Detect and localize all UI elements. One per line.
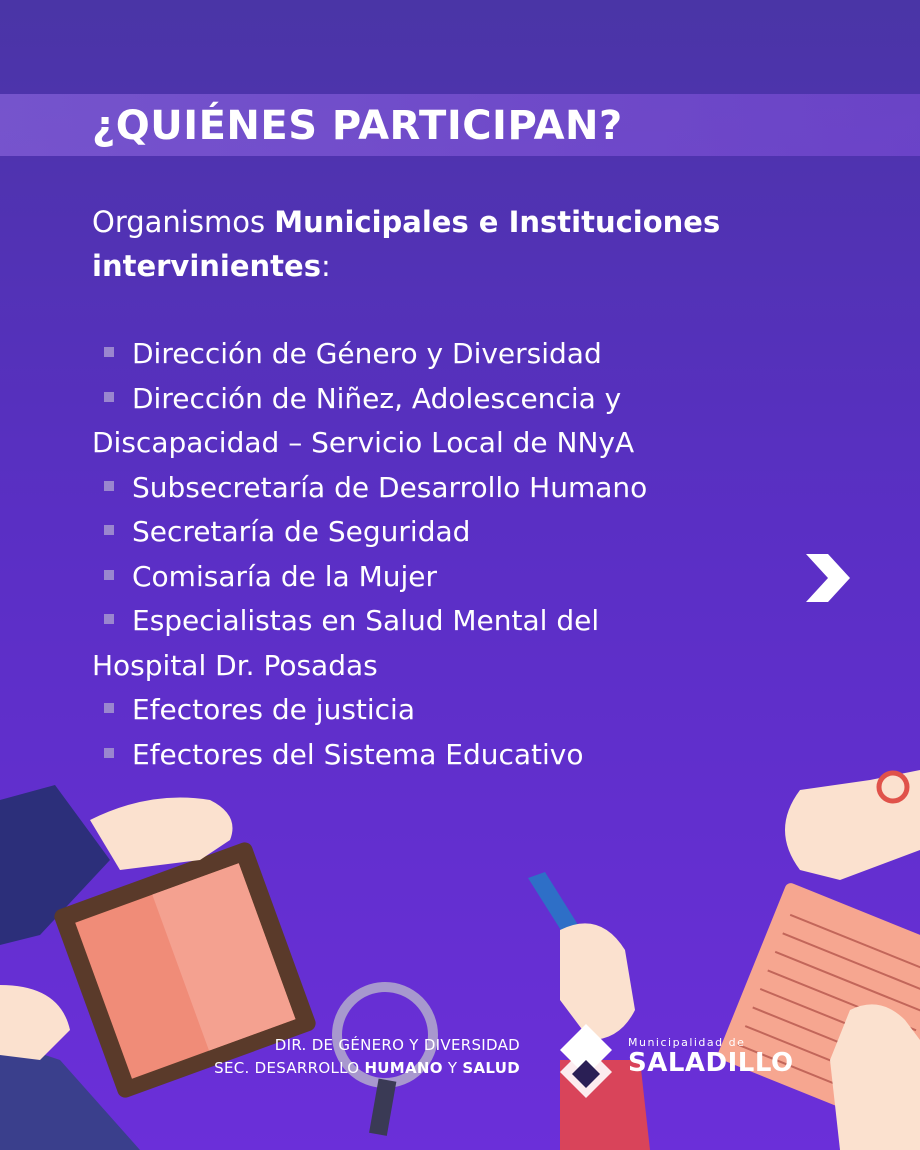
intro-text: [92, 200, 812, 288]
list-item: [92, 377, 812, 466]
list-item-label: Efectores de justicia: [132, 693, 415, 726]
intro-bold-b: intervinientes: [92, 249, 321, 283]
intro-prefix: Organismos: [92, 205, 275, 239]
square-bullet-icon: [104, 748, 114, 758]
square-bullet-icon: [104, 392, 114, 402]
list-item: [92, 688, 812, 733]
list-item: [92, 555, 812, 600]
square-bullet-icon: [104, 570, 114, 580]
list-item-label: Dirección de Niñez, Adolescencia y: [132, 381, 622, 415]
list-item-label: Subsecretaría de Desarrollo Humano: [132, 470, 648, 504]
square-bullet-icon: [104, 347, 114, 357]
saladillo-logo-icon: [556, 1020, 620, 1100]
list-item-label: Dirección de Género y Diversidad: [132, 337, 602, 370]
participants-list: [92, 332, 812, 777]
page-title: ¿QUIÉNES PARTICIPAN?: [92, 103, 623, 149]
square-bullet-icon: [104, 614, 114, 624]
list-item-label: Secretaría de Seguridad: [132, 515, 471, 548]
list-item-label: Efectores del Sistema Educativo: [132, 737, 584, 771]
footer-line-2-bold1: HUMANO: [364, 1059, 443, 1077]
list-item-label-cont: Discapacidad – Servicio Local de NNyA: [92, 426, 635, 459]
list-item: [92, 599, 812, 688]
list-item-label: Comisaría de la Mujer: [132, 559, 437, 593]
left-lower-hand: [0, 985, 70, 1060]
square-bullet-icon: [104, 703, 114, 713]
footer-line-2-prefix: SEC. DESARROLLO: [214, 1059, 365, 1077]
intro-bold-a: Municipales e Instituciones: [274, 205, 721, 239]
footer-line-1: DIR. DE GÉNERO Y DIVERSIDAD: [274, 1036, 520, 1054]
footer-line-2-bold2: SALUD: [462, 1059, 520, 1077]
list-item-label: Especialistas en Salud Mental del: [132, 604, 600, 637]
municipality-small-label: Municipalidad de: [628, 1036, 746, 1049]
intro-suffix: :: [320, 249, 331, 283]
square-bullet-icon: [104, 481, 114, 491]
list-item: [92, 466, 812, 511]
list-item-label-cont: Hospital Dr. Posadas: [92, 648, 378, 682]
footer-text: [214, 1034, 520, 1080]
municipality-logo: [556, 1020, 794, 1100]
chevron-right-icon[interactable]: [798, 548, 858, 608]
square-bullet-icon: [104, 525, 114, 535]
list-item: [92, 510, 812, 555]
municipality-name: SALADILLO: [628, 1048, 794, 1078]
list-item: [92, 733, 812, 778]
footer-line-2-mid: Y: [442, 1059, 463, 1077]
watch: [879, 773, 907, 801]
footer-line-2: [214, 1057, 520, 1080]
list-item: [92, 332, 812, 377]
